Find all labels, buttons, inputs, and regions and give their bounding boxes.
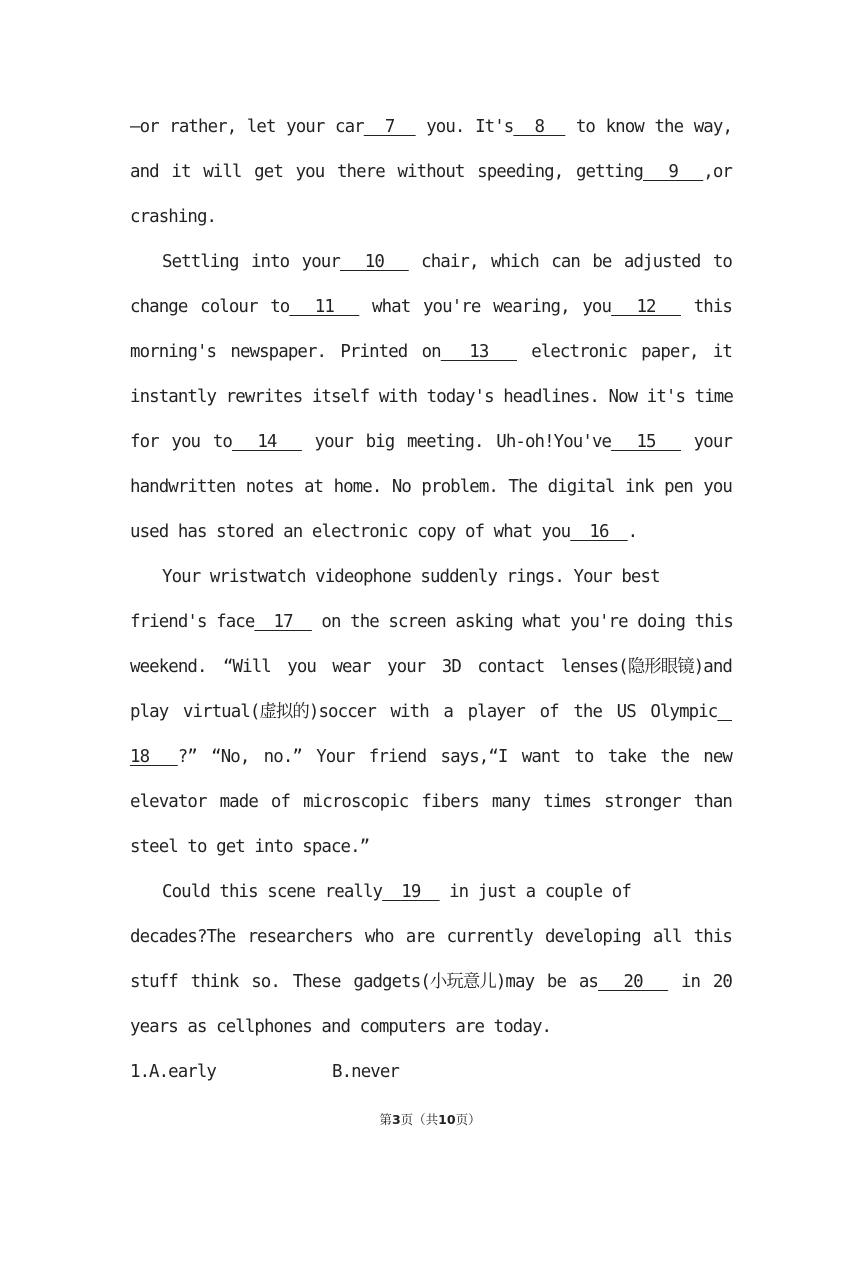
option-a: A.early bbox=[149, 1062, 216, 1082]
text-line bbox=[130, 735, 732, 780]
text-line bbox=[130, 105, 732, 150]
text-segment: used has stored an electronic copy of what you bbox=[130, 522, 571, 542]
paragraph-4 bbox=[130, 870, 732, 1050]
footer-mid: 页（共 bbox=[400, 1112, 439, 1127]
text-line bbox=[130, 240, 732, 285]
text-segment: change colour to bbox=[130, 297, 290, 317]
text-segment: on the screen asking what you're doing this bbox=[311, 612, 733, 632]
paragraph-3 bbox=[130, 555, 732, 870]
text-segment: this bbox=[681, 297, 732, 317]
answer-blank: 10 bbox=[339, 252, 409, 272]
text-line bbox=[130, 195, 732, 240]
answer-blank: 18 bbox=[130, 747, 178, 767]
answer-blank: 20 bbox=[597, 972, 669, 992]
text-segment: . bbox=[627, 522, 638, 542]
text-line bbox=[130, 150, 732, 195]
text-segment: ,or bbox=[703, 162, 732, 182]
answer-blank: 16 bbox=[570, 522, 628, 542]
text-segment: your big meeting. Uh-oh!You've bbox=[301, 432, 612, 452]
text-segment: steel to get into space.” bbox=[130, 837, 370, 857]
text-segment: in 20 bbox=[668, 972, 733, 992]
text-segment: elevator made of microscopic fibers many times stronger than bbox=[130, 792, 732, 812]
text-segment: electronic paper, it bbox=[516, 342, 733, 362]
text-segment: to know the way, bbox=[565, 117, 733, 137]
answer-blank: 8 bbox=[513, 117, 566, 137]
answer-blank: 11 bbox=[289, 297, 360, 317]
text-segment: decades?The researchers who are currently developing all this bbox=[130, 927, 732, 947]
text-segment: Your wristwatch videophone suddenly rings. Your best bbox=[162, 567, 660, 587]
text-line bbox=[130, 870, 732, 915]
text-line bbox=[130, 285, 732, 330]
text-segment: handwritten notes at home. No problem. The digital ink pen you bbox=[130, 477, 732, 497]
text-segment: years as cellphones and computers are today. bbox=[130, 1017, 552, 1037]
text-segment: what you're wearing, you bbox=[359, 297, 612, 317]
text-line bbox=[130, 1005, 732, 1050]
text-line bbox=[130, 420, 732, 465]
footer-page-number: 3 bbox=[391, 1112, 401, 1127]
answer-blank: 17 bbox=[254, 612, 312, 632]
text-line bbox=[130, 645, 732, 690]
answer-blank: 15 bbox=[611, 432, 682, 452]
answer-blank: 12 bbox=[611, 297, 682, 317]
footer-suffix: 页） bbox=[455, 1112, 481, 1127]
answer-blank: 9 bbox=[642, 162, 704, 182]
text-segment: play virtual(虚拟的)soccer with a player of the US Olympic bbox=[130, 702, 718, 722]
answer-blank: 14 bbox=[231, 432, 302, 452]
text-segment: your bbox=[681, 432, 733, 452]
question-1-options bbox=[130, 1050, 732, 1095]
question-1-number: 1. bbox=[130, 1062, 150, 1082]
footer-total-pages: 10 bbox=[438, 1112, 456, 1127]
text-line bbox=[130, 555, 732, 600]
paragraph-2 bbox=[130, 240, 732, 555]
text-line bbox=[130, 825, 732, 870]
text-segment: morning's newspaper. Printed on bbox=[130, 342, 441, 362]
text-line bbox=[130, 330, 732, 375]
text-segment: you. It's bbox=[415, 117, 514, 137]
answer-blank: 7 bbox=[363, 117, 416, 137]
document-body bbox=[130, 105, 732, 1095]
answer-blank bbox=[717, 690, 732, 735]
text-segment: crashing. bbox=[130, 207, 217, 227]
text-segment: for you to bbox=[130, 432, 232, 452]
text-segment: instantly rewrites itself with today's headlines. Now it's time bbox=[130, 387, 733, 407]
text-segment: —or rather, let your car bbox=[130, 117, 364, 137]
footer-prefix: 第 bbox=[379, 1112, 392, 1127]
text-line bbox=[130, 960, 732, 1005]
paragraph-1 bbox=[130, 105, 732, 240]
text-line bbox=[130, 915, 732, 960]
answer-blank: 19 bbox=[382, 882, 440, 902]
text-line bbox=[130, 510, 732, 555]
text-segment: and it will get you there without speeding, getting bbox=[130, 162, 643, 182]
text-segment: Could this scene really bbox=[162, 882, 383, 902]
text-segment: ?” “No, no.” Your friend says,“I want to take the new bbox=[177, 747, 732, 767]
text-segment: friend's face bbox=[130, 612, 255, 632]
page-footer bbox=[0, 1110, 860, 1128]
text-line bbox=[130, 375, 732, 420]
text-segment: chair, which can be adjusted to bbox=[408, 252, 733, 272]
text-segment: stuff think so. These gadgets(小玩意儿)may be as bbox=[130, 972, 598, 992]
text-line bbox=[130, 780, 732, 825]
answer-blank: 13 bbox=[440, 342, 517, 362]
text-segment: weekend. “Will you wear your 3D contact lenses(隐形眼镜)and bbox=[130, 657, 732, 677]
text-line bbox=[130, 600, 732, 645]
text-segment: in just a couple of bbox=[439, 882, 631, 902]
text-segment: Settling into your bbox=[162, 252, 340, 272]
text-line bbox=[130, 690, 732, 735]
text-line bbox=[130, 465, 732, 510]
option-b: B.never bbox=[332, 1062, 399, 1082]
